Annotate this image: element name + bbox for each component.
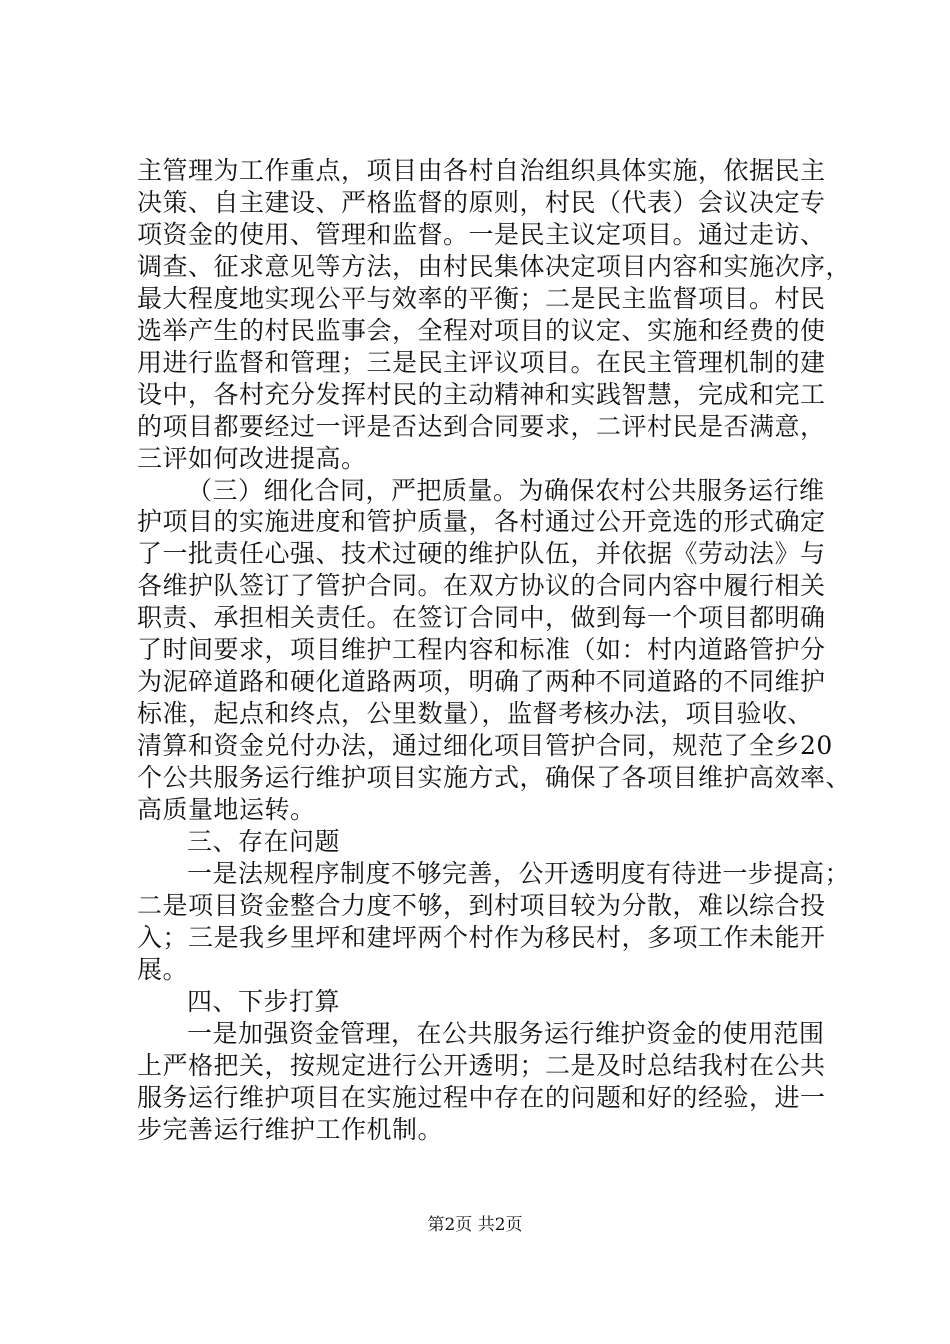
text-line: 三评如何改进提高。 [137, 443, 367, 473]
text-line: 了一批责任心强、技术过硬的维护队伍，并依据《劳动法》与 [137, 539, 826, 569]
text-line: 设中，各村充分发挥村民的主动精神和实践智慧，完成和完工 [137, 379, 826, 409]
text-line: 用进行监督和管理；三是民主评议项目。在民主管理机制的建 [137, 347, 826, 377]
text-line: 清算和资金兑付办法，通过细化项目管护合同，规范了全乡20 [137, 731, 833, 761]
text-line: 的项目都要经过一评是否达到合同要求，二评村民是否满意， [137, 411, 826, 441]
text-line: 高质量地运转。 [137, 795, 316, 824]
text-line: 主管理为工作重点，项目由各村自治组织具体实施，依据民主 [137, 156, 826, 185]
text-line: 一是加强资金管理，在公共服务运行维护资金的使用范围 [187, 1018, 825, 1048]
page-number-footer: 第2页 共2页 [427, 1215, 523, 1235]
text-line: 展。 [137, 954, 189, 984]
text-line: （三）细化合同，严把质量。为确保农村公共服务运行维 [187, 475, 825, 505]
text-line: 步完善运行维护工作机制。 [137, 1114, 444, 1144]
section-heading: 四、下步打算 [187, 986, 341, 1016]
text-line: 上严格把关，按规定进行公开透明；二是及时总结我村在公共 [137, 1050, 826, 1080]
text-line: 为泥碎道路和硬化道路两项，明确了两种不同道路的不同维护 [137, 667, 826, 697]
text-line: 各维护队签订了管护合同。在双方协议的合同内容中履行相关 [137, 571, 826, 601]
text-line: 职责、承担相关责任。在签订合同中，做到每一个项目都明确 [137, 603, 826, 633]
text-line: 调查、征求意见等方法，由村民集体决定项目内容和实施次序， [137, 251, 852, 281]
text-line: 标准，起点和终点，公里数量），监督考核办法，项目验收、 [137, 699, 814, 729]
text-line: 了时间要求，项目维护工程内容和标准（如：村内道路管护分 [137, 635, 826, 665]
text-line: 最大程度地实现公平与效率的平衡；二是民主监督项目。村民 [137, 283, 826, 313]
text-line: 选举产生的村民监事会，全程对项目的议定、实施和经费的使 [137, 315, 826, 345]
text-line: 服务运行维护项目在实施过程中存在的问题和好的经验，进一 [137, 1082, 826, 1112]
text-line: 二是项目资金整合力度不够，到村项目较为分散，难以综合投 [137, 890, 826, 920]
text-line: 个公共服务运行维护项目实施方式，确保了各项目维护高效率、 [137, 763, 852, 793]
section-heading: 三、存在问题 [187, 826, 341, 856]
text-line: 护项目的实施进度和管护质量，各村通过公开竞选的形式确定 [137, 507, 826, 537]
text-line: 项资金的使用、管理和监督。一是民主议定项目。通过走访、 [137, 219, 826, 249]
text-line: 一是法规程序制度不够完善，公开透明度有待进一步提高； [187, 858, 851, 888]
text-line: 决策、自主建设、严格监督的原则，村民（代表）会议决定专 [137, 187, 826, 217]
text-line: 入；三是我乡里坪和建坪两个村作为移民村，多项工作未能开 [137, 922, 826, 952]
